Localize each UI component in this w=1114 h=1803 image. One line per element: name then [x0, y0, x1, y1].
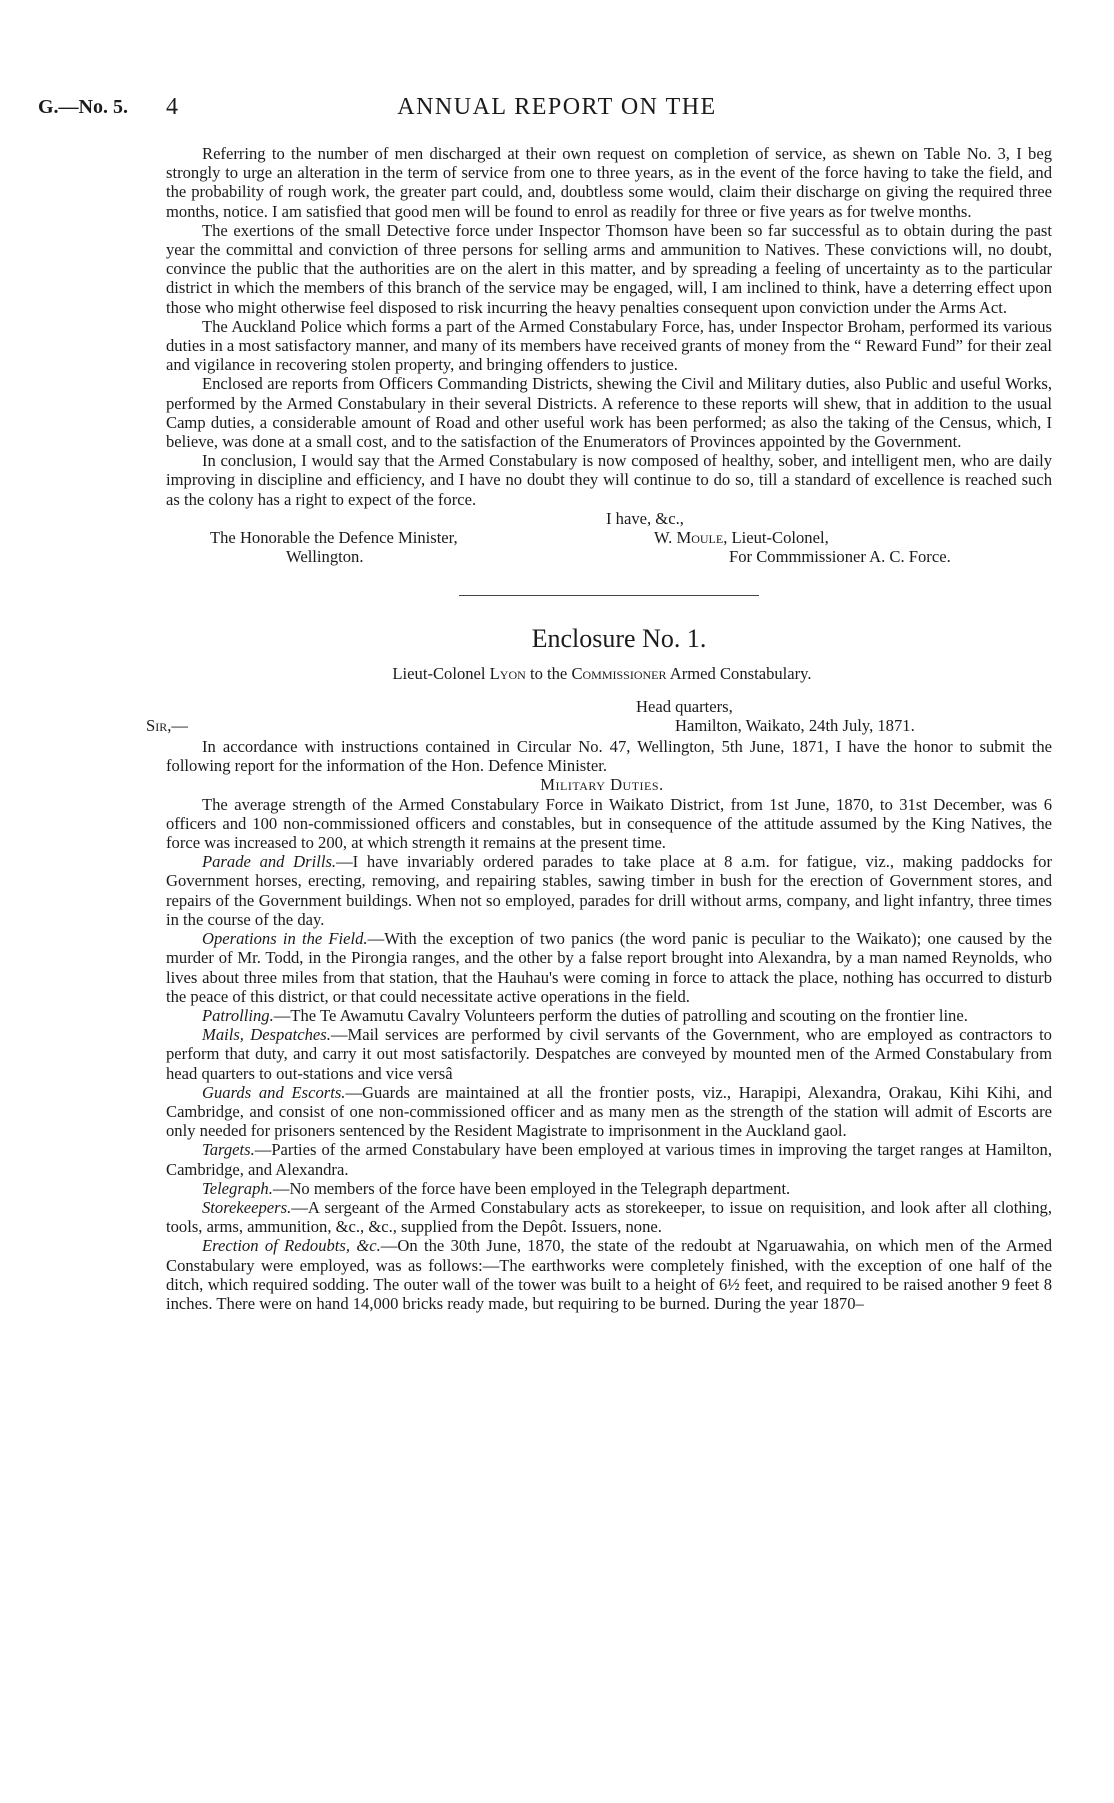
- letter-closing: [166, 509, 1052, 569]
- section-targets: [166, 1140, 1052, 1178]
- section-guards: [166, 1083, 1052, 1141]
- closing-phrase: I have, &c.,: [606, 508, 684, 528]
- section-divider: [459, 595, 759, 596]
- section-patrolling: [166, 1006, 1052, 1025]
- subtitle-part: to the: [525, 663, 572, 683]
- section-storekeepers: [166, 1198, 1052, 1236]
- section-title: Mails, Despatches.: [202, 1025, 331, 1045]
- paragraph-detective-force: The exertions of the small Detective force under Inspector Thomson have been so far successful as to obtain during the past year the committal and conviction of three persons for selling arms and ammunition to Natives. These convictions will, no doubt, convince the public that the authorities are on the alert in this matter, and by spreading a feeling of uncertainty as to the particular district in which the members of this branch of the service may be engaged, will, I am inclined to think, have a deterring effect upon those who might otherwise feel disposed to risk incurring the heavy penalties consequent upon conviction under the Arms Act.: [166, 220, 1052, 317]
- signature-rank: , Lieut-Colonel,: [723, 527, 829, 547]
- section-text: —No members of the force have been employed in the Telegraph department.: [272, 1178, 791, 1198]
- signature-initial: W.: [654, 527, 677, 547]
- document-body: [146, 144, 1053, 1313]
- running-title: ANNUAL REPORT ON THE: [397, 94, 717, 120]
- section-title: Telegraph.: [202, 1178, 273, 1198]
- subtitle-office: Commissioner: [571, 663, 667, 683]
- enclosure-title: Enclosure No. 1.: [531, 623, 707, 653]
- paragraph-strength: The average strength of the Armed Constabulary Force in Waikato District, from 1st June, 1870, to 31st December, was 6 officers and 100 non-commissioned officers and constables, but in consequence of the attitude assumed by the King Natives, the force was increased to 200, at which strength it remains at the present time.: [166, 794, 1052, 853]
- section-text: —The Te Awamutu Cavalry Volunteers perform the duties of patrolling and scouting on the frontier line.: [273, 1005, 968, 1025]
- section-parade-drills: [166, 852, 1052, 929]
- paragraph-enclosed-reports: Enclosed are reports from Officers Commanding Districts, shewing the Civil and Military duties, also Public and useful Works, performed by the Armed Constabulary in their several Districts. A reference to these reports will shew, that in addition to the usual Camp duties, a considerable amount of Road and other useful work has been performed; as also the taking of the Census, which, I believe, was done at a small cost, and to the satisfaction of the Enumerators of Provinces appointed by the Government.: [166, 374, 1052, 452]
- section-title: Erection of Redoubts, &c.: [202, 1236, 381, 1256]
- section-text: —I have invariably ordered parades to take place at 8 a.m. for fatigue, viz., making paddocks for Government horses, erecting, removing, and repairing stables, sawing timber in bush for the erection of Government stores, and repairs of the Government buildings. When not so employed, parades for drill without arms, company, and light infantry, three times in the course of the day.: [166, 852, 1052, 929]
- section-title: Patrolling.: [202, 1005, 274, 1025]
- section-redoubts: [166, 1236, 1052, 1313]
- section-title: Storekeepers.: [202, 1197, 292, 1217]
- paragraph-discharges: Referring to the number of men discharged at their own request on completion of service, as shewn on Table No. 3, I beg strongly to urge an alteration in the term of service from one to three years, as in the event of the force having to take the field, and the probability of rough work, the greater part could, and, doubtless some would, claim their discharge on giving the required three months, notice. I am satisfied that good men will be found to enrol as readily for three or five years as for twelve months.: [166, 144, 1052, 221]
- section-title: Operations in the Field.: [202, 929, 368, 949]
- addressee-line: The Honorable the Defence Minister,: [210, 527, 458, 547]
- signature-line: [654, 528, 829, 547]
- section-title: Parade and Drills.: [202, 852, 337, 872]
- section-title: Targets.: [202, 1140, 255, 1160]
- section-telegraph: [166, 1179, 1052, 1198]
- section-text: —Guards are maintained at all the frontier posts, viz., Harapipi, Alexandra, Orakau, Kihi Kihi, and Cambridge, and consist of one non-commissioned officer and as many men as the strength of the station will admit of Escorts are only needed for prisoners sentenced by the Resident Magistrate to imprisonment in the Auckland gaol.: [166, 1082, 1053, 1141]
- section-text: —Mail services are performed by civil servants of the Government, who are employed as contractors to perform that duty, and carry it out most satisfactorily. Despatches are conveyed by mounted men of the Armed Constabulary from head quarters to out-stations and vice versâ: [166, 1025, 1052, 1083]
- letter-dateline: [146, 697, 1052, 737]
- headquarters-label: Head quarters,: [636, 697, 733, 717]
- paragraph-intro: In accordance with instructions contained in Circular No. 47, Wellington, 5th June, 1871, I have the honor to submit the following report for the information of the Hon. Defence Minister.: [166, 737, 1052, 776]
- paragraph-auckland-police: The Auckland Police which forms a part of the Armed Constabulary Force, has, under Inspector Broham, performed its various duties in a most satisfactory manner, and many of its members have received grants of money from the “ Reward Fund” for their zeal and vigilance in recovering stolen property, and bringing offenders to justice.: [166, 316, 1052, 375]
- section-title: Guards and Escorts.: [202, 1082, 346, 1102]
- subtitle-name: Lyon: [489, 663, 526, 683]
- section-text: —Parties of the armed Constabulary have been employed at various times in improving the target ranges at Hamilton, Cambridge, and Alexandra.: [166, 1140, 1052, 1179]
- salutation: Sir,—: [146, 716, 188, 736]
- signature-name: Moule: [676, 527, 724, 547]
- paragraph-conclusion: In conclusion, I would say that the Armed Constabulary is now composed of healthy, sober, and intelligent men, who are daily improving in discipline and efficiency, and I have no doubt they will continue to do so, till a standard of excellence is reached such as the colony has a right to expect of the force.: [166, 451, 1052, 509]
- document-reference: G.—No. 5.: [38, 96, 128, 118]
- place-date: Hamilton, Waikato, 24th July, 1871.: [675, 716, 915, 736]
- section-mails: [166, 1025, 1052, 1083]
- military-duties-heading: Military Duties.: [540, 775, 664, 795]
- section-text: —With the exception of two panics (the word panic is peculiar to the Waikato); one caused by the murder of Mr. Todd, in the Pirongia ranges, and the other by a false report brought into Alexandra, by a man named Reynolds, who lives about three miles from that station, that the Hauhau's were coming in force to attack the place, nothing has occurred to disturb the peace of this district, or that could necessitate active operations in the field.: [166, 929, 1053, 1006]
- subtitle-part: Lieut-Colonel: [392, 663, 490, 683]
- addressee-place: Wellington.: [286, 546, 364, 566]
- subtitle-part: Armed Constabulary.: [666, 663, 812, 683]
- page-number: 4: [166, 94, 178, 120]
- section-operations: [166, 929, 1052, 1006]
- section-text: —A sergeant of the Armed Constabulary acts as storekeeper, to issue on requisition, and look after all clothing, tools, arms, ammunition, &c., &c., supplied from the Depôt. Issuers, none.: [166, 1197, 1052, 1237]
- section-text: —On the 30th June, 1870, the state of the redoubt at Ngaruawahia, on which men of the Armed Constabulary were employed, was as follows:—The earthworks were completely finished, with the exception of one half of the ditch, which required sodding. The outer wall of the tower was built to a height of 6½ feet, and required to be raised another 9 feet 8 inches. There were on hand 14,000 bricks ready made, but requiring to be burned. During the year 1870–: [166, 1236, 1052, 1313]
- signature-title: For Commmissioner A. C. Force.: [729, 546, 951, 566]
- page-header: [38, 94, 1076, 128]
- enclosure-subtitle: [152, 664, 1052, 683]
